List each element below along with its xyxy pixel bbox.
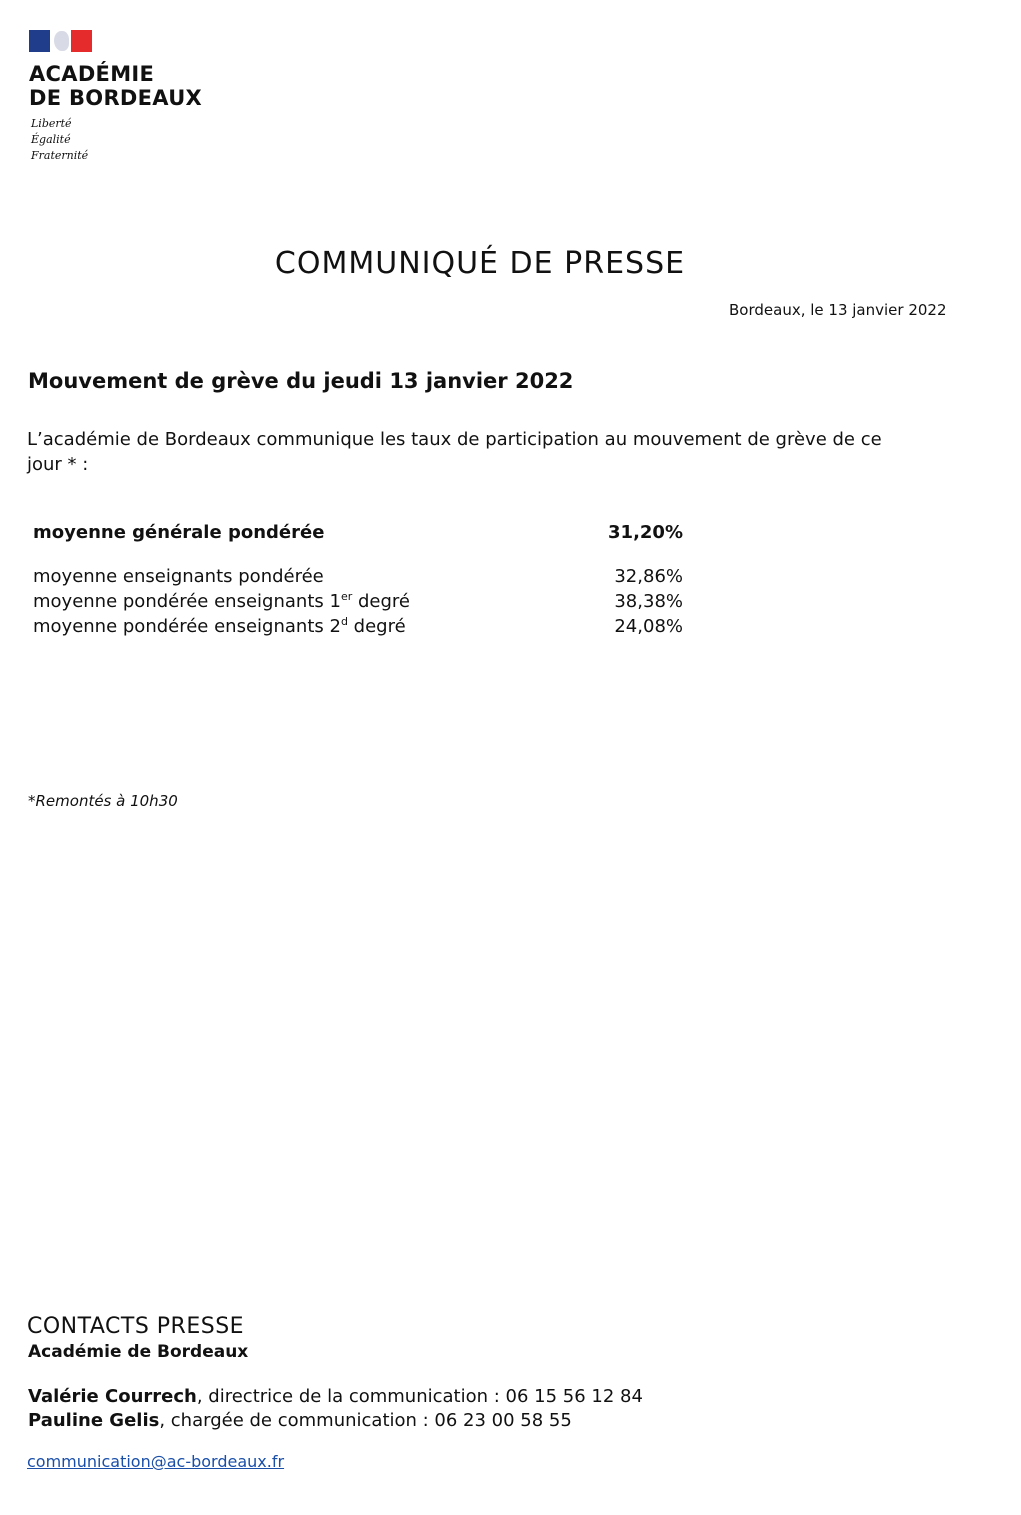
motto-liberte: Liberté <box>31 117 72 130</box>
stat-label: moyenne pondérée enseignants 1er degré <box>33 590 410 612</box>
academie-name-line2: DE BORDEAUX <box>29 86 203 110</box>
motto-fraternite: Fraternité <box>31 149 89 162</box>
contact-name: Valérie Courrech <box>28 1386 197 1407</box>
stat-row <box>33 591 683 612</box>
flag-white-band <box>50 30 71 52</box>
academie-name-line1: ACADÉMIE <box>29 62 155 86</box>
flag-blue-band <box>29 30 50 52</box>
stat-row-main <box>33 522 683 543</box>
motto-egalite: Égalité <box>31 133 71 146</box>
stat-row <box>33 566 683 587</box>
stat-label: moyenne pondérée enseignants 2$^d$ degré <box>33 615 406 637</box>
contact-line <box>28 1386 643 1407</box>
academie-name <box>29 62 202 110</box>
contact-name: Pauline Gelis <box>28 1410 160 1431</box>
contact-role: , chargée de communication : 06 23 00 58 55 <box>159 1410 572 1431</box>
stat-label: moyenne générale pondérée <box>33 522 325 543</box>
contact-line <box>28 1410 572 1431</box>
contact-role: , directrice de la communication : 06 15 56 12 84 <box>196 1386 643 1407</box>
contact-email-link[interactable]: communication@ac-bordeaux.fr <box>27 1452 285 1471</box>
contacts-title: CONTACTS PRESSE <box>27 1314 245 1339</box>
stat-row <box>33 616 683 637</box>
headline: Mouvement de grève du jeudi 13 janvier 2022 <box>28 369 574 393</box>
stat-value: 32,86% <box>614 566 683 587</box>
marianne-icon <box>54 31 69 51</box>
document-title: COMMUNIQUÉ DE PRESSE <box>274 246 686 281</box>
stat-label: moyenne enseignants pondérée <box>33 566 324 587</box>
stat-value: 31,20% <box>608 522 683 543</box>
contacts-organization: Académie de Bordeaux <box>28 1342 249 1362</box>
document-date: Bordeaux, le 13 janvier 2022 <box>729 301 947 319</box>
footnote: *Remontés à 10h30 <box>28 792 178 810</box>
republic-motto <box>31 116 88 164</box>
stat-value: 38,38% <box>614 591 683 612</box>
stat-value: 24,08% <box>614 616 683 637</box>
flag-red-band <box>71 30 92 52</box>
intro-paragraph: L’académie de Bordeaux communique les taux de participation au mouvement de grève de ce jour * : <box>27 429 882 475</box>
republique-flag-logo <box>29 30 92 52</box>
